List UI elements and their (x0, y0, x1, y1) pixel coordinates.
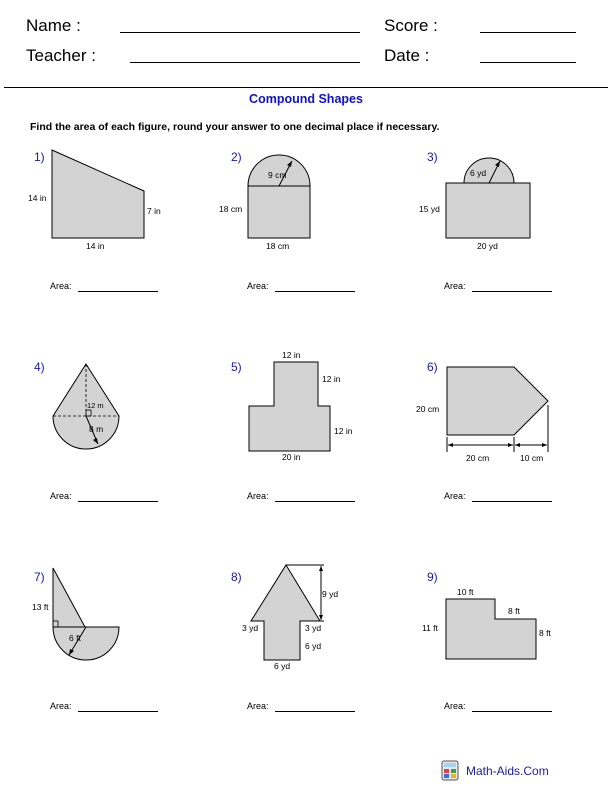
date-label: Date : (384, 46, 430, 65)
dim-label: 20 cm (466, 453, 490, 463)
area-answer-field[interactable] (472, 711, 552, 712)
area-label: Area: (247, 701, 269, 711)
dim-label: 20 in (282, 452, 301, 462)
dim-label: 18 cm (219, 204, 243, 214)
teacher-label: Teacher : (26, 46, 96, 65)
dim-label: 12 in (334, 426, 353, 436)
area-label: Area: (50, 701, 72, 711)
dim-label: 20 yd (477, 241, 498, 251)
problem-number: 9) (427, 570, 438, 584)
name-label: Name : (26, 16, 81, 35)
problem-number: 7) (34, 570, 45, 584)
dim-label: 12 in (282, 350, 301, 360)
area-label: Area: (247, 491, 269, 501)
dim-label: 12 in (322, 374, 341, 384)
dim-label: 6 ft (69, 633, 81, 643)
dim-label: 10 ft (457, 587, 474, 597)
problem-number: 1) (34, 150, 45, 164)
dim-label: 9 yd (322, 589, 339, 599)
problem-number: 3) (427, 150, 438, 164)
dim-label: 8 ft (508, 606, 520, 616)
problem-number: 6) (427, 360, 438, 374)
problem-number: 8) (231, 570, 242, 584)
dim-label: 6 yd (305, 641, 322, 651)
problem-number: 2) (231, 150, 242, 164)
dim-label: 15 yd (419, 204, 440, 214)
dim-label: 14 in (28, 193, 47, 203)
instructions: Find the area of each figure, round your answer to one decimal place if necessary. (30, 121, 440, 133)
dim-label: 18 cm (266, 241, 290, 251)
dim-label: 6 yd (274, 661, 291, 671)
area-label: Area: (444, 281, 466, 291)
dim-label: 3 yd (305, 623, 322, 633)
area-label: Area: (247, 281, 269, 291)
area-label: Area: (444, 491, 466, 501)
dim-label: 10 cm (520, 453, 544, 463)
area-label: Area: (444, 701, 466, 711)
page-title: Compound Shapes (249, 92, 363, 106)
area-label: Area: (50, 281, 72, 291)
score-label: Score : (384, 16, 438, 35)
l-shape (446, 599, 536, 659)
dim-label: 3 yd (242, 623, 259, 633)
dim-label: 6 yd (470, 168, 487, 178)
dim-label: 13 ft (32, 602, 49, 612)
dim-label: 12 m (87, 401, 104, 410)
problem-number: 4) (34, 360, 45, 374)
dim-label: 9 cm (268, 170, 287, 180)
dim-label: 7 in (147, 206, 161, 216)
problem-number: 5) (231, 360, 242, 374)
dim-label: 20 cm (416, 404, 440, 414)
calculator-icon (440, 760, 462, 782)
dim-label: 8 m (89, 424, 104, 434)
footer-brand-text: Math-Aids.Com (466, 764, 549, 778)
dim-label: 11 ft (422, 623, 438, 633)
area-label: Area: (50, 491, 72, 501)
footer-brand[interactable] (438, 760, 588, 782)
dim-label: 14 in (86, 241, 105, 251)
dim-label: 8 ft (539, 628, 551, 638)
